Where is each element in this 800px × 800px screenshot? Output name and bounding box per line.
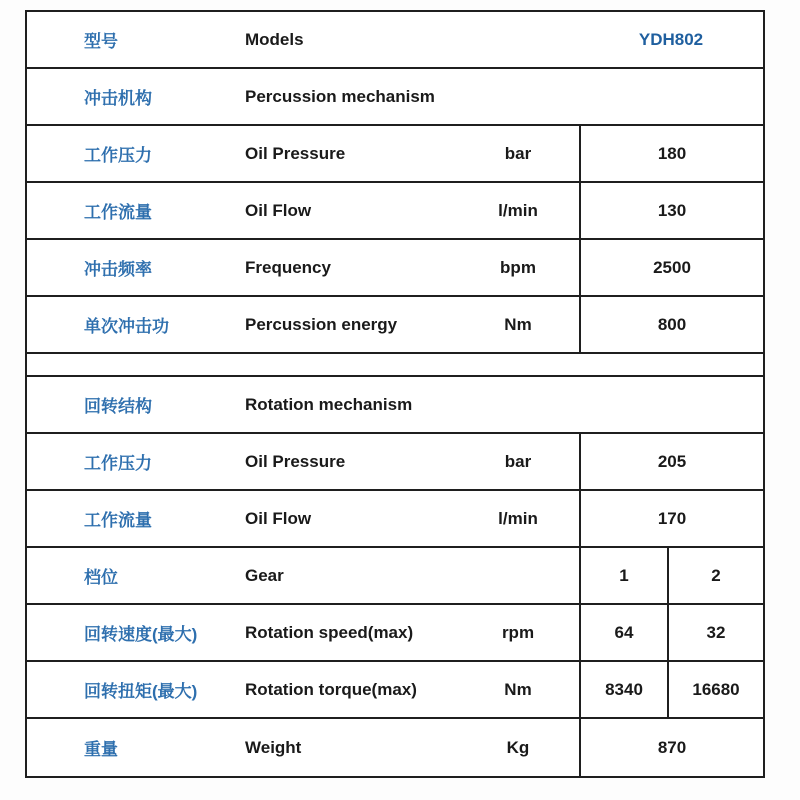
- label-cn: 工作流量: [84, 511, 152, 530]
- value-cell-gear1: 8340: [579, 662, 667, 717]
- label-cn: 回转扭矩(最大): [84, 682, 198, 701]
- unit-cell: [457, 548, 579, 603]
- unit-cell: bar: [504, 451, 532, 471]
- label-en: Oil Flow: [245, 200, 312, 220]
- label-en: Models: [245, 29, 304, 49]
- label-en: Rotation speed(max): [245, 622, 414, 642]
- label-cn: 单次冲击功: [84, 317, 169, 336]
- label-cn: 冲击频率: [84, 260, 152, 279]
- label-en: Gear: [245, 565, 284, 585]
- value-cell-gear2: 16680: [667, 662, 763, 717]
- table-row: [27, 240, 763, 297]
- label-cn: 工作压力: [84, 146, 152, 165]
- value-cell-gear1: 64: [579, 605, 667, 660]
- label-en: Rotation mechanism: [245, 394, 413, 414]
- label-cn: 回转结构: [84, 397, 152, 416]
- label-en: Oil Pressure: [245, 451, 346, 471]
- table-row-rotation-speed: [27, 605, 763, 662]
- spec-table: [25, 10, 765, 778]
- unit-cell: l/min: [498, 200, 538, 220]
- label-cn: 回转速度(最大): [84, 625, 198, 644]
- table-row-rotation-torque: [27, 662, 763, 719]
- value-cell: 2500: [579, 240, 763, 295]
- table-row-model: [27, 12, 763, 69]
- label-en: Rotation torque(max): [245, 679, 417, 699]
- label-en: Percussion energy: [245, 314, 398, 334]
- table-row-weight: [27, 719, 763, 776]
- label-en: Frequency: [245, 257, 331, 277]
- label-en: Oil Pressure: [245, 143, 346, 163]
- label-cn: 重量: [84, 740, 118, 759]
- table-row-section-rotation: [27, 377, 763, 434]
- value-cell-gear2: 2: [667, 548, 763, 603]
- unit-cell: l/min: [498, 508, 538, 528]
- label-cn: 工作压力: [84, 454, 152, 473]
- value-cell: 180: [579, 126, 763, 181]
- value-cell: 205: [579, 434, 763, 489]
- table-row: [27, 126, 763, 183]
- label-cn: 冲击机构: [84, 89, 152, 108]
- unit-cell: bar: [504, 143, 532, 163]
- label-cn: 型号: [84, 32, 118, 51]
- value-cell-gear1: 1: [579, 548, 667, 603]
- unit-cell: Kg: [506, 737, 530, 757]
- value-cell: 130: [579, 183, 763, 238]
- value-cell-gear2: 32: [667, 605, 763, 660]
- table-row-gear: [27, 548, 763, 605]
- label-cn: 档位: [84, 568, 118, 587]
- value-cell: 870: [579, 719, 763, 776]
- table-row: [27, 183, 763, 240]
- table-row-spacer: [27, 354, 763, 377]
- label-en: Weight: [245, 737, 302, 757]
- label-en: Oil Flow: [245, 508, 312, 528]
- unit-cell: rpm: [501, 622, 535, 642]
- table-row: [27, 491, 763, 548]
- label-en: Percussion mechanism: [245, 86, 435, 106]
- value-cell: 170: [579, 491, 763, 546]
- unit-cell: [457, 12, 579, 67]
- label-cn: 工作流量: [84, 203, 152, 222]
- table-row: [27, 297, 763, 354]
- table-row-section-percussion: [27, 69, 763, 126]
- unit-cell: Nm: [504, 314, 532, 334]
- model-value: YDH802: [638, 29, 704, 49]
- value-cell: 800: [579, 297, 763, 352]
- unit-cell: bpm: [500, 257, 536, 277]
- unit-cell: Nm: [504, 679, 532, 699]
- table-row: [27, 434, 763, 491]
